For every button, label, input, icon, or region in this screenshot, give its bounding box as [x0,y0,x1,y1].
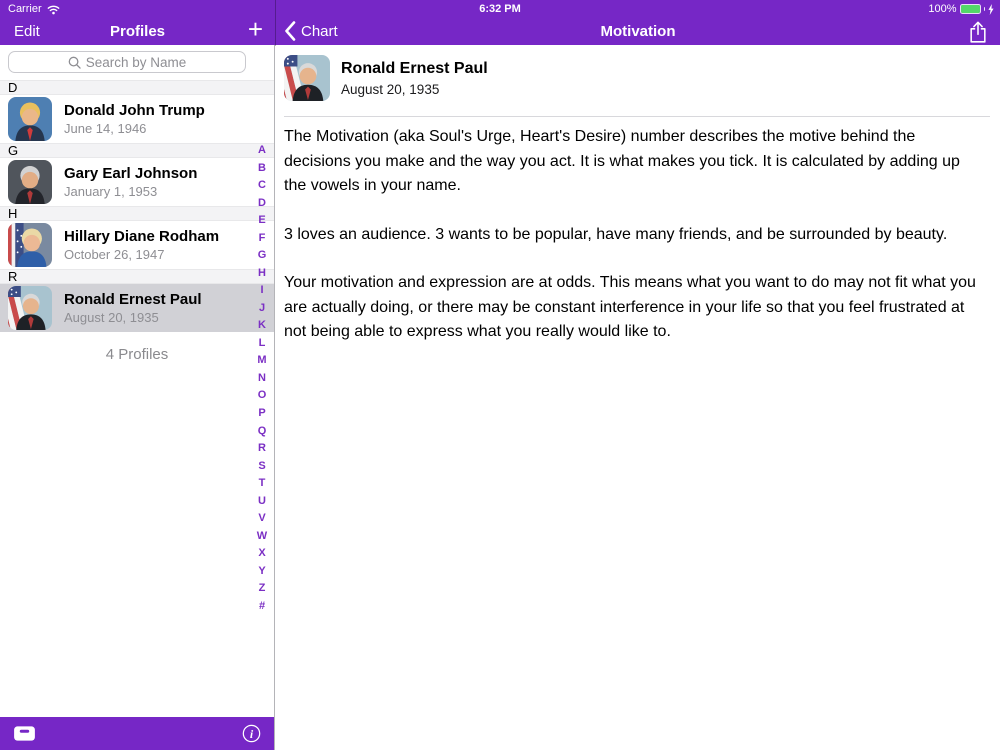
index-letter[interactable]: N [258,371,266,384]
detail-title: Motivation [600,23,676,40]
index-letter[interactable]: U [258,494,266,507]
avatar-donald-trump [8,97,52,141]
battery-percent-label: 100% [928,3,957,15]
alphabet-index[interactable] [255,145,269,612]
detail-profile-name: Ronald Ernest Paul [341,60,488,77]
avatar-hillary-rodham [8,223,52,267]
index-letter[interactable]: L [258,336,266,349]
profile-birthdate: October 26, 1947 [64,247,165,262]
archive-box-icon [13,725,36,742]
index-letter[interactable]: J [258,301,266,314]
index-letter[interactable]: B [258,161,266,174]
edit-button[interactable]: Edit [14,23,40,40]
profiles-sidebar [0,45,275,750]
search-area [0,45,274,80]
index-letter[interactable]: # [258,599,266,612]
clock-label: 6:32 PM [479,3,521,15]
index-letter[interactable]: Y [258,564,266,577]
motivation-detail-pane [276,45,1000,750]
index-letter[interactable]: C [258,179,266,192]
index-letter[interactable]: M [257,354,267,367]
charging-bolt-icon [988,4,994,15]
back-button-label: Chart [301,22,338,40]
battery-indicator [928,3,994,15]
profile-name: Hillary Diane Rodham [64,228,220,245]
index-letter[interactable]: V [258,512,266,525]
detail-profile-header [284,55,990,117]
motivation-text [276,117,994,345]
index-letter[interactable]: R [258,442,266,455]
section-d [0,80,274,143]
profile-birthdate: August 20, 1935 [64,310,159,325]
top-bar [0,0,1000,45]
index-letter[interactable]: O [257,389,267,402]
add-profile-button[interactable]: + [247,14,263,44]
avatar-gary-johnson [8,160,52,204]
index-letter[interactable]: P [258,406,266,419]
avatar-ronald-paul [8,286,52,330]
info-button[interactable] [242,724,261,743]
index-letter[interactable]: K [258,319,266,332]
index-letter[interactable]: F [258,231,266,244]
profile-row-gary-johnson[interactable] [0,158,274,206]
detail-profile-birthdate: August 20, 1935 [341,82,440,97]
paragraph-motivation-definition: The Motivation (aka Soul's Urge, Heart's Desire) number describes the motive behind the decisions you make and the way you act. It is what makes you tick. It is calculated by adding up the vowels in your name. [284,128,960,194]
index-letter[interactable]: S [258,459,266,472]
profile-birthdate: June 14, 1946 [64,121,147,136]
profile-name: Gary Earl Johnson [64,165,198,182]
archive-box-button[interactable] [13,725,36,742]
profile-birthdate: January 1, 1953 [64,184,158,199]
battery-tip [984,7,986,11]
carrier-label: Carrier [8,3,42,15]
search-placeholder: Search by Name [85,54,187,70]
index-letter[interactable]: D [258,196,266,209]
status-bar [0,0,1000,18]
profile-row-ronald-paul[interactable] [0,284,274,332]
battery-icon [960,4,981,14]
section-r [0,266,274,332]
paragraph-motivation-expression: Your motivation and expression are at odds. This means what you want to do may not fit what you are actually doing, or there may be constant interference in your life so that you feel frustrated at not being able to express what you really would like to. [284,274,976,340]
index-letter[interactable]: A [258,144,266,156]
navigation-bars [0,14,1000,45]
search-icon [68,56,81,69]
share-button[interactable] [968,20,988,44]
profile-name: Ronald Ernest Paul [64,291,202,308]
profile-row-hillary-rodham[interactable] [0,221,274,269]
profile-name: Donald John Trump [64,102,205,119]
section-header: H [0,206,274,221]
sidebar-toolbar [0,717,274,750]
index-letter[interactable]: E [258,214,266,227]
share-icon [968,20,988,44]
profiles-count-label: 4 Profiles [105,346,169,363]
section-header: D [0,80,274,95]
index-letter[interactable]: Z [258,582,266,595]
index-letter[interactable]: G [257,249,267,262]
svg-text:i: i [249,726,254,741]
detail-nav-bar [276,18,1000,45]
info-icon [242,724,261,743]
avatar-ronald-paul-detail [284,55,330,101]
index-letter[interactable]: H [258,266,266,279]
paragraph-number-meaning: 3 loves an audience. 3 wants to be popular, have many friends, and be surrounded by beauty. [284,225,948,243]
profile-row-donald-trump[interactable] [0,95,274,143]
index-letter[interactable]: Q [257,424,267,437]
index-letter[interactable]: T [258,477,266,490]
section-header: R [0,269,274,284]
pane-divider [275,0,276,45]
index-letter[interactable]: X [258,547,266,560]
index-letter[interactable]: I [260,284,264,297]
sidebar-nav-bar [0,14,275,45]
sidebar-title: Profiles [109,23,166,40]
section-g [0,143,274,206]
index-letter[interactable]: W [256,529,268,542]
section-h [0,206,274,269]
section-header: G [0,143,274,158]
search-input[interactable] [8,51,246,73]
